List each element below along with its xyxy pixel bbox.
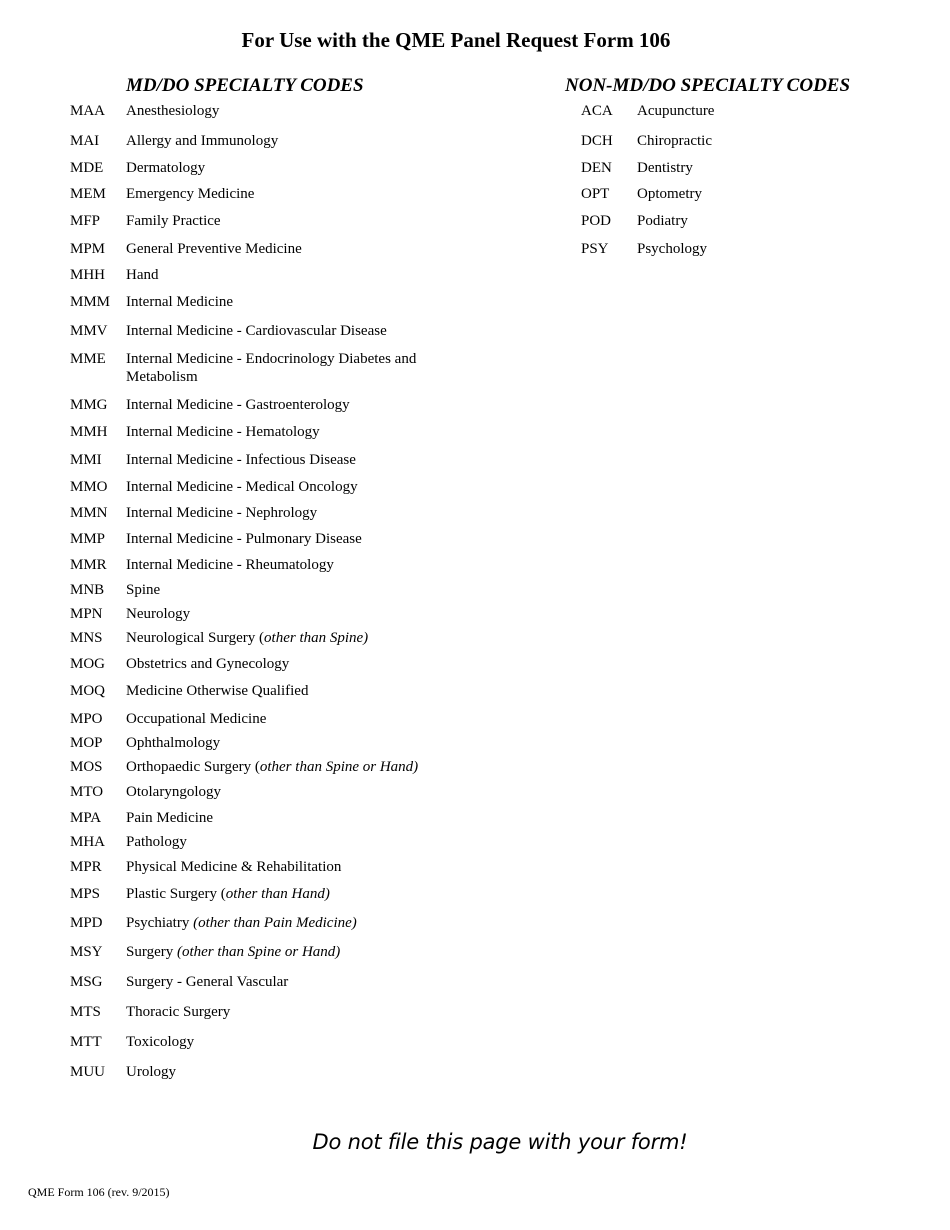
specialty-name bbox=[126, 350, 416, 386]
specialty-code: MMV bbox=[70, 323, 108, 339]
specialty-name bbox=[126, 212, 221, 230]
specialty-name bbox=[126, 943, 340, 961]
specialty-qualifier: (other than Pain Medicine) bbox=[193, 915, 357, 931]
specialty-name-text: Medicine Otherwise Qualified bbox=[126, 683, 309, 699]
specialty-name bbox=[637, 102, 714, 120]
form-revision-footer: QME Form 106 (rev. 9/2015) bbox=[28, 1185, 170, 1199]
specialty-code: DCH bbox=[581, 133, 613, 149]
specialty-name-text: Internal Medicine - Endocrinology Diabetes and bbox=[126, 351, 417, 367]
specialty-name-text: Neurology bbox=[126, 606, 191, 622]
specialty-qualifier: other than Spine) bbox=[264, 630, 369, 646]
specialty-name bbox=[126, 185, 254, 203]
specialty-code: ACA bbox=[581, 103, 613, 119]
specialty-code: DEN bbox=[581, 160, 612, 176]
specialty-code: MPS bbox=[70, 886, 101, 902]
specialty-code: MPD bbox=[70, 915, 103, 931]
specialty-code: MHH bbox=[70, 267, 106, 283]
specialty-name bbox=[126, 322, 387, 340]
specialty-code: MMP bbox=[70, 531, 106, 547]
specialty-name-text: Spine bbox=[126, 582, 161, 598]
specialty-name-text: Thoracic Surgery bbox=[126, 1004, 231, 1020]
specialty-code: MNS bbox=[70, 630, 103, 646]
specialty-name bbox=[126, 783, 221, 801]
specialty-name bbox=[126, 581, 160, 599]
specialty-code: MDE bbox=[70, 160, 104, 176]
specialty-name bbox=[126, 423, 320, 441]
specialty-name-text: Internal Medicine - Cardiovascular Disease bbox=[126, 323, 387, 339]
specialty-code: MOS bbox=[70, 759, 103, 775]
specialty-name-text: Internal Medicine bbox=[126, 294, 234, 310]
specialty-name bbox=[126, 530, 362, 548]
specialty-name-text: Allergy and Immunology bbox=[126, 133, 279, 149]
specialty-name bbox=[126, 809, 213, 827]
specialty-name-text: Plastic Surgery ( bbox=[126, 886, 226, 902]
specialty-name bbox=[637, 185, 702, 203]
specialty-name-text: Ophthalmology bbox=[126, 735, 221, 751]
specialty-code: MMM bbox=[70, 294, 111, 310]
specialty-name bbox=[126, 655, 289, 673]
specialty-name bbox=[126, 1003, 230, 1021]
specialty-name-text: Internal Medicine - Gastroenterology bbox=[126, 397, 350, 413]
specialty-name bbox=[126, 858, 341, 876]
specialty-name bbox=[126, 451, 356, 469]
specialty-name-text: Psychology bbox=[637, 241, 708, 257]
specialty-name bbox=[126, 293, 233, 311]
specialty-code: MUU bbox=[70, 1064, 106, 1080]
specialty-name-continuation: Metabolism bbox=[126, 369, 198, 385]
specialty-name bbox=[126, 1033, 194, 1051]
specialty-name-text: Chiropractic bbox=[637, 133, 712, 149]
specialty-name-text: Surgery bbox=[126, 944, 177, 960]
specialty-name bbox=[126, 914, 357, 932]
specialty-code: OPT bbox=[581, 186, 610, 202]
specialty-name-text: Internal Medicine - Hematology bbox=[126, 424, 320, 440]
specialty-name-text: Emergency Medicine bbox=[126, 186, 255, 202]
specialty-code: MMR bbox=[70, 557, 107, 573]
specialty-code: MTS bbox=[70, 1004, 101, 1020]
specialty-name-text: Acupuncture bbox=[637, 103, 715, 119]
specialty-name-text: Optometry bbox=[637, 186, 702, 202]
specialty-name-text: Internal Medicine - Infectious Disease bbox=[126, 452, 356, 468]
specialty-name-text: Pathology bbox=[126, 834, 187, 850]
specialty-code: MSG bbox=[70, 974, 103, 990]
specialty-name bbox=[126, 504, 317, 522]
specialty-name-text: General Preventive Medicine bbox=[126, 241, 302, 257]
specialty-name-text: Internal Medicine - Medical Oncology bbox=[126, 479, 358, 495]
specialty-name-text: Obstetrics and Gynecology bbox=[126, 656, 290, 672]
specialty-code: MPA bbox=[70, 810, 102, 826]
specialty-name-text: Psychiatry bbox=[126, 915, 194, 931]
specialty-name bbox=[126, 102, 219, 120]
specialty-qualifier: other than Spine or Hand) bbox=[259, 759, 419, 775]
specialty-name-text: Neurological Surgery ( bbox=[126, 630, 265, 646]
specialty-name-text: Anesthesiology bbox=[126, 103, 220, 119]
specialty-code: MNB bbox=[70, 582, 105, 598]
specialty-name bbox=[637, 159, 693, 177]
specialty-code: MAI bbox=[70, 133, 100, 149]
specialty-name bbox=[126, 885, 330, 903]
specialty-code: PSY bbox=[581, 241, 609, 257]
specialty-qualifier: (other than Spine or Hand) bbox=[176, 944, 341, 960]
specialty-code: MPM bbox=[70, 241, 106, 257]
specialty-code: MOP bbox=[70, 735, 103, 751]
specialty-name bbox=[126, 734, 220, 752]
specialty-name-text: Pain Medicine bbox=[126, 810, 214, 826]
specialty-name bbox=[126, 240, 302, 258]
specialty-name-text: Dermatology bbox=[126, 160, 206, 176]
specialty-name bbox=[126, 132, 278, 150]
specialty-qualifier: other than Hand) bbox=[225, 886, 330, 902]
specialty-code: MMO bbox=[70, 479, 108, 495]
specialty-name bbox=[126, 556, 334, 574]
specialty-name bbox=[126, 396, 350, 414]
specialty-code: MFP bbox=[70, 213, 101, 229]
specialty-code: MTT bbox=[70, 1034, 102, 1050]
specialty-name bbox=[126, 605, 190, 623]
specialty-name-text: Physical Medicine & Rehabilitation bbox=[126, 859, 342, 875]
specialty-name-text: Family Practice bbox=[126, 213, 221, 229]
specialty-name-text: Occupational Medicine bbox=[126, 711, 267, 727]
specialty-name bbox=[637, 132, 712, 150]
specialty-code: MMI bbox=[70, 452, 102, 468]
specialty-name bbox=[637, 240, 707, 258]
specialty-name bbox=[126, 1063, 176, 1081]
specialty-code: MAA bbox=[70, 103, 106, 119]
specialty-name-text: Internal Medicine - Pulmonary Disease bbox=[126, 531, 362, 547]
specialty-name-text: Otolaryngology bbox=[126, 784, 221, 800]
md-specialty-heading: MD/DO SPECIALTY CODES bbox=[126, 75, 364, 96]
specialty-name-text: Orthopaedic Surgery ( bbox=[126, 759, 260, 775]
specialty-code: MME bbox=[70, 351, 106, 367]
notice-text: Do not file this page with your form! bbox=[312, 1130, 688, 1154]
specialty-name bbox=[126, 758, 418, 776]
specialty-name bbox=[126, 629, 368, 647]
specialty-name bbox=[126, 973, 288, 991]
specialty-name bbox=[126, 833, 187, 851]
specialty-name bbox=[126, 266, 159, 284]
specialty-code: MMG bbox=[70, 397, 108, 413]
specialty-code: MEM bbox=[70, 186, 106, 202]
specialty-code: MPO bbox=[70, 711, 103, 727]
specialty-name bbox=[126, 682, 308, 700]
specialty-code: MHA bbox=[70, 834, 106, 850]
specialty-name bbox=[126, 710, 266, 728]
non-md-specialty-heading: NON-MD/DO SPECIALTY CODES bbox=[565, 75, 851, 96]
specialty-name-text: Urology bbox=[126, 1064, 176, 1080]
specialty-name-text: Surgery - General Vascular bbox=[126, 974, 289, 990]
specialty-name-text: Internal Medicine - Nephrology bbox=[126, 505, 318, 521]
specialty-name-text: Dentistry bbox=[637, 160, 693, 176]
specialty-name-text: Toxicology bbox=[126, 1034, 195, 1050]
specialty-name-text: Podiatry bbox=[637, 213, 688, 229]
specialty-code: MPR bbox=[70, 859, 102, 875]
specialty-code: MOQ bbox=[70, 683, 106, 699]
specialty-code: MTO bbox=[70, 784, 104, 800]
specialty-name-text: Internal Medicine - Rheumatology bbox=[126, 557, 334, 573]
page-title: For Use with the QME Panel Request Form 106 bbox=[241, 28, 671, 52]
specialty-code: MPN bbox=[70, 606, 103, 622]
specialty-code: MSY bbox=[70, 944, 103, 960]
specialty-code: MMN bbox=[70, 505, 108, 521]
specialty-code: POD bbox=[581, 213, 612, 229]
specialty-name-text: Hand bbox=[126, 267, 159, 283]
specialty-code: MOG bbox=[70, 656, 106, 672]
specialty-name bbox=[637, 212, 688, 230]
specialty-name bbox=[126, 478, 358, 496]
specialty-name bbox=[126, 159, 205, 177]
specialty-code: MMH bbox=[70, 424, 108, 440]
